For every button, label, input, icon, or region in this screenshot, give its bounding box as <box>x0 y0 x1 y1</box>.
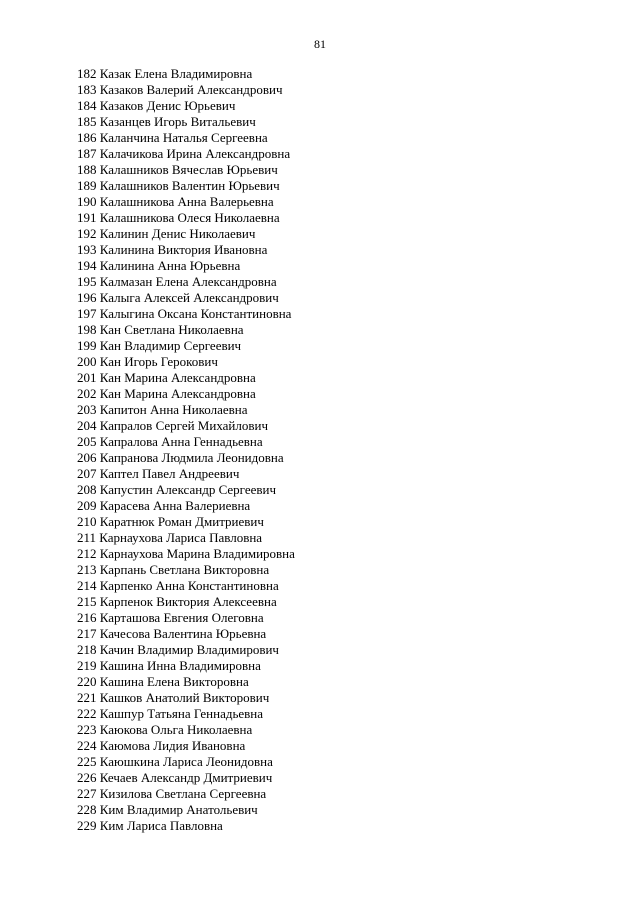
list-item: 210 Каратнюк Роман Дмитриевич <box>77 514 264 529</box>
list-item: 197 Калыгина Оксана Константиновна <box>77 306 292 321</box>
list-item: 199 Кан Владимир Сергеевич <box>77 338 242 353</box>
list-item: 224 Каюмова Лидия Ивановна <box>77 738 246 753</box>
list-item: 203 Капитон Анна Николаевна <box>77 402 248 417</box>
list-item: 211 Карнаухова Лариса Павловна <box>77 530 263 545</box>
list-item: 196 Калыга Алексей Александрович <box>77 290 279 305</box>
list-item: 204 Капралов Сергей Михайлович <box>77 418 268 433</box>
list-item: 185 Казанцев Игорь Витальевич <box>77 114 256 129</box>
list-item: 212 Карнаухова Марина Владимировна <box>77 546 295 561</box>
list-item: 229 Ким Лариса Павловна <box>77 818 223 833</box>
list-item: 186 Каланчина Наталья Сергеевна <box>77 130 268 145</box>
list-item: 191 Калашникова Олеся Николаевна <box>77 210 280 225</box>
list-item: 225 Каюшкина Лариса Леонидовна <box>77 754 273 769</box>
list-item: 221 Кашков Анатолий Викторович <box>77 690 270 705</box>
list-item: 223 Каюкова Ольга Николаевна <box>77 722 253 737</box>
list-item: 195 Калмазан Елена Александровна <box>77 274 277 289</box>
list-item: 216 Карташова Евгения Олеговна <box>77 610 264 625</box>
list-item: 194 Калинина Анна Юрьевна <box>77 258 241 273</box>
name-list <box>77 66 295 834</box>
list-item: 182 Казак Елена Владимировна <box>77 66 253 81</box>
list-item: 200 Кан Игорь Герокович <box>77 354 218 369</box>
list-item: 184 Казаков Денис Юрьевич <box>77 98 236 113</box>
list-item: 187 Калачикова Ирина Александровна <box>77 146 291 161</box>
list-item: 222 Кашпур Татьяна Геннадьевна <box>77 706 264 721</box>
list-item: 193 Калинина Виктория Ивановна <box>77 242 268 257</box>
list-item: 208 Капустин Александр Сергеевич <box>77 482 277 497</box>
list-item: 227 Кизилова Светлана Сергеевна <box>77 786 267 801</box>
list-item: 202 Кан Марина Александровна <box>77 386 256 401</box>
list-item: 205 Капралова Анна Геннадьевна <box>77 434 263 449</box>
page-number: 81 <box>314 37 326 51</box>
list-item: 188 Калашников Вячеслав Юрьевич <box>77 162 278 177</box>
list-item: 226 Кечаев Александр Дмитриевич <box>77 770 273 785</box>
list-item: 207 Каптел Павел Андреевич <box>77 466 240 481</box>
list-item: 206 Капранова Людмила Леонидовна <box>77 450 284 465</box>
list-item: 219 Кашина Инна Владимировна <box>77 658 261 673</box>
list-item: 183 Казаков Валерий Александрович <box>77 82 283 97</box>
list-item: 214 Карпенко Анна Константиновна <box>77 578 279 593</box>
list-item: 190 Калашникова Анна Валерьевна <box>77 194 274 209</box>
list-item: 209 Карасева Анна Валериевна <box>77 498 251 513</box>
list-item: 220 Кашина Елена Викторовна <box>77 674 249 689</box>
list-item: 213 Карпань Светлана Викторовна <box>77 562 270 577</box>
list-item: 217 Качесова Валентина Юрьевна <box>77 626 267 641</box>
list-item: 201 Кан Марина Александровна <box>77 370 256 385</box>
list-item: 228 Ким Владимир Анатольевич <box>77 802 258 817</box>
list-item: 218 Качин Владимир Владимирович <box>77 642 279 657</box>
list-item: 215 Карпенок Виктория Алексеевна <box>77 594 277 609</box>
list-item: 198 Кан Светлана Николаевна <box>77 322 244 337</box>
list-item: 189 Калашников Валентин Юрьевич <box>77 178 280 193</box>
list-item: 192 Калинин Денис Николаевич <box>77 226 256 241</box>
